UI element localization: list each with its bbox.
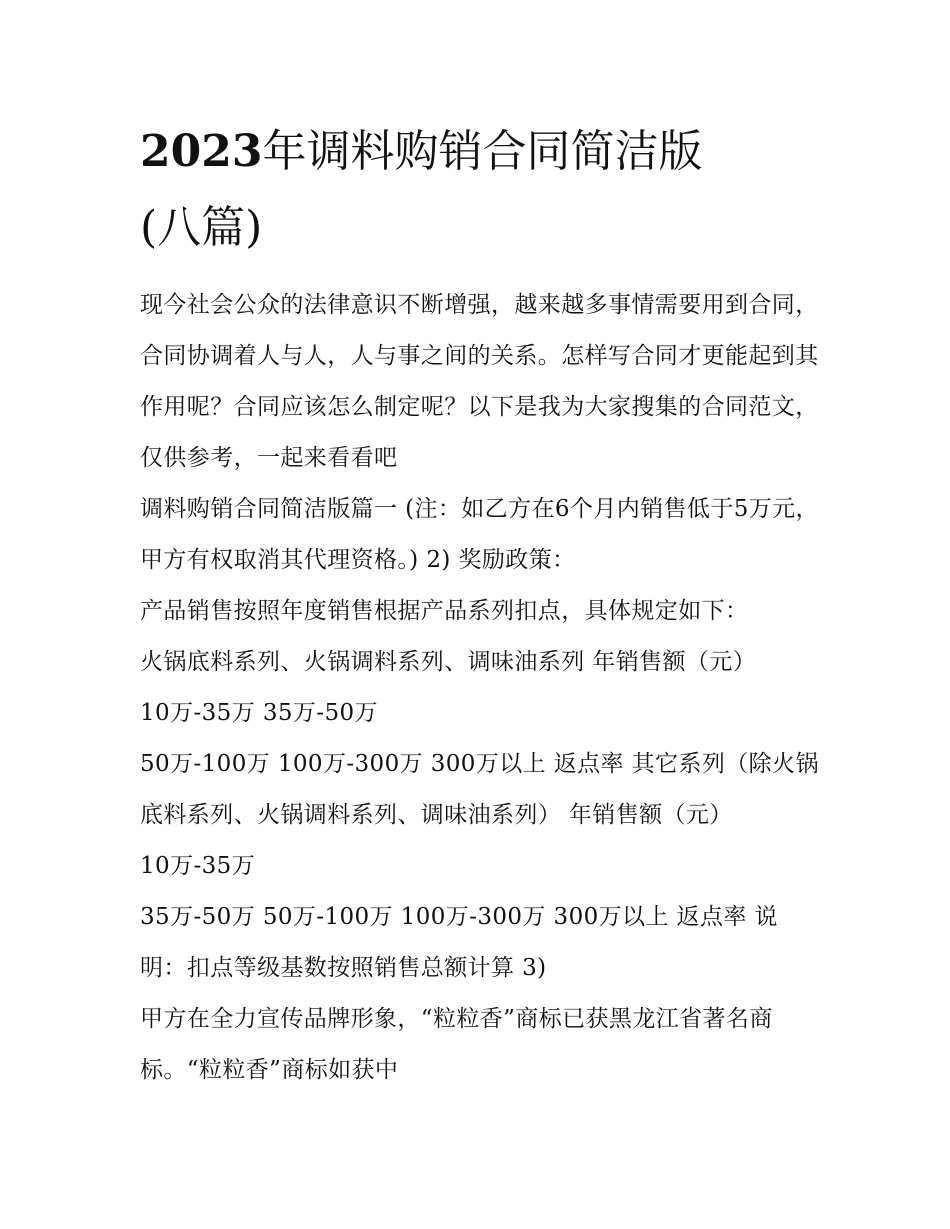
title-main: 年调料购销合同简洁版 xyxy=(262,126,703,177)
title-year: 2023 xyxy=(140,126,263,177)
hotpot-series-paragraph: 火锅底料系列、火锅调料系列、调味油系列 年销售额（元） xyxy=(140,649,757,675)
sales-range-paragraph-2: 50万-100万 100万-300万 300万以上 返点率 其它系列（除火锅底料系列、火锅调料系列、调味油系列） 年销售额（元） xyxy=(140,751,819,828)
sales-range-paragraph-1: 10万-35万 35万-50万 xyxy=(140,700,378,726)
document-title xyxy=(140,114,820,266)
brand-paragraph: 甲方在全力宣传品牌形象，“粒粒香”商标已获黑龙江省著名商标。“粒粒香”商标如获中 xyxy=(140,1006,773,1083)
section-one-paragraph: 调料购销合同简洁版篇一 (注：如乙方在6个月内销售低于5万元，甲方有权取消其代理资格。) 2) 奖励政策： xyxy=(140,496,819,573)
intro-paragraph: 现今社会公众的法律意识不断增强，越来越多事情需要用到合同，合同协调着人与人，人与事之间的关系。怎样写合同才更能起到其作用呢？合同应该怎么制定呢？以下是我为大家搜集的合同范文，仅供参考，一起来看看吧 xyxy=(140,292,819,471)
sales-range-paragraph-4: 35万-50万 50万-100万 100万-300万 300万以上 返点率 说明：扣点等级基数按照销售总额计算 3) xyxy=(140,904,778,981)
title-subtitle: (八篇) xyxy=(140,202,263,253)
rebate-rule-paragraph: 产品销售按照年度销售根据产品系列扣点，具体规定如下： xyxy=(140,598,749,624)
sales-range-paragraph-3: 10万-35万 xyxy=(140,853,256,879)
document-content xyxy=(140,114,820,1096)
